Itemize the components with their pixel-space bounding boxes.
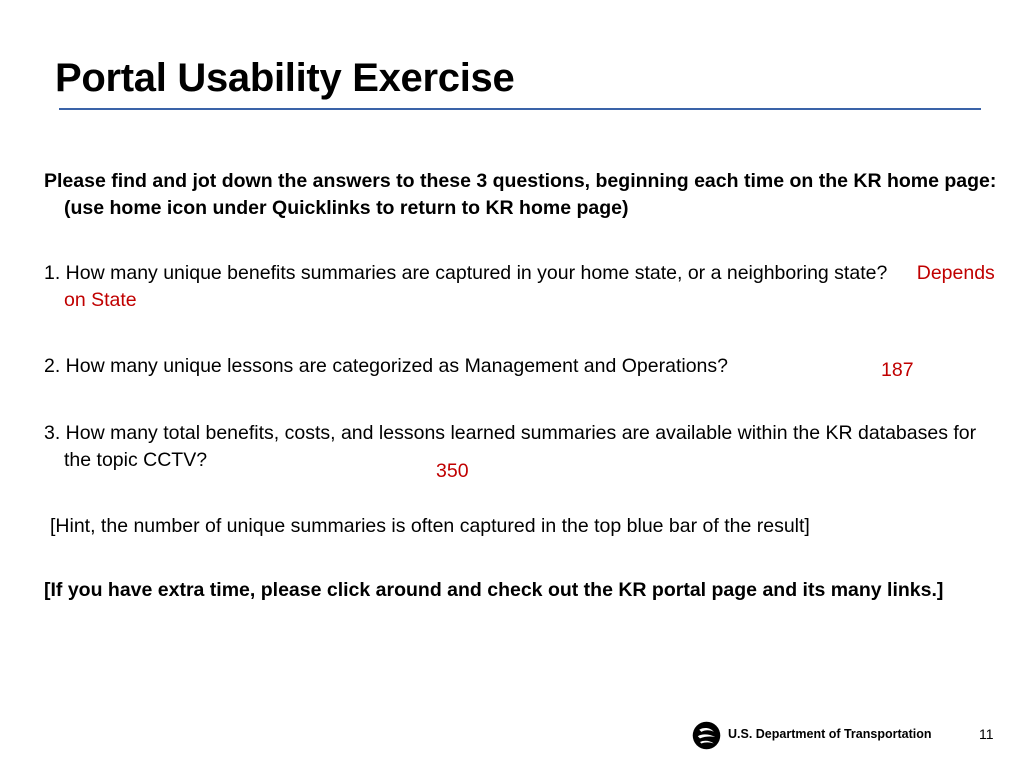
title-underline [59,108,981,110]
question-3 [44,420,1004,474]
slide-title: Portal Usability Exercise [55,56,515,100]
question-3-answer: 350 [436,460,469,482]
question-2-text: 2. How many unique lessons are categorized as Management and Operations? [44,355,728,377]
question-2 [44,353,1004,380]
intro-text: Please find and jot down the answers to these 3 questions, beginning each time on the KR home page: (use home icon under Quicklinks to return to KR home page) [44,170,997,219]
footer-department: U.S. Department of Transportation [728,727,932,741]
question-1-text: 1. How many unique benefits summaries are captured in your home state, or a neighboring state? [44,262,888,284]
page-number: 11 [979,726,994,742]
question-1 [44,260,1004,314]
question-2-answer: 187 [881,359,914,381]
hint-text: [Hint, the number of unique summaries is often captured in the top blue bar of the result] [50,515,810,537]
extra-time-text: [If you have extra time, please click around and check out the KR portal page and its many links.] [44,579,944,601]
dot-triskelion-icon [692,721,721,750]
question-1-answer: Depends on State [64,262,995,311]
question-3-text: 3. How many total benefits, costs, and lessons learned summaries are available within the KR databases for the topic CCTV? [44,422,977,471]
